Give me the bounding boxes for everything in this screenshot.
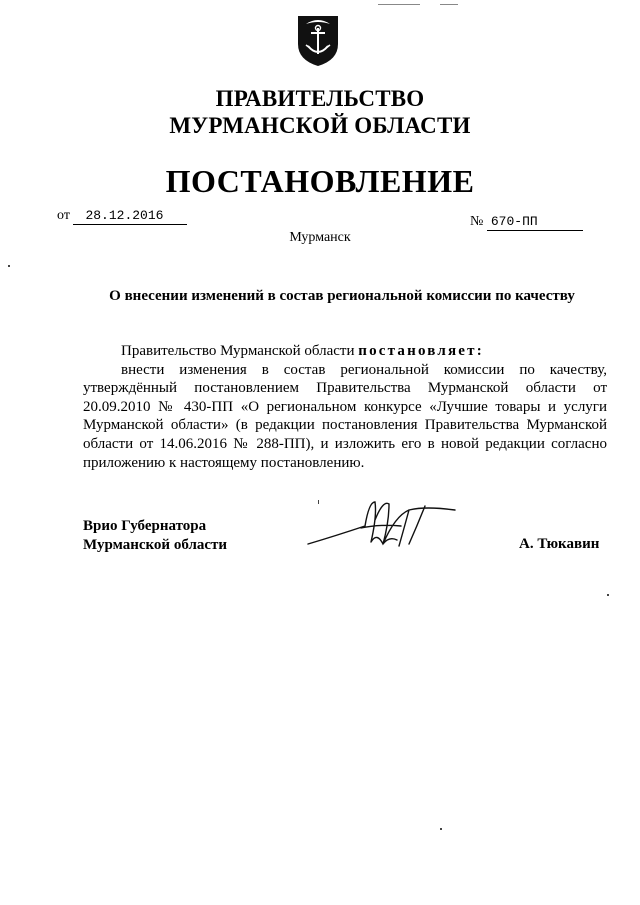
decree-word: постановляет: xyxy=(358,343,484,359)
signer-position-line1: Врио Губернатора xyxy=(83,518,207,534)
decree-intro xyxy=(83,342,607,361)
scan-speck xyxy=(318,500,319,504)
document-type-title: ПОСТАНОВЛЕНИЕ xyxy=(165,163,475,199)
decree-paragraph: внести изменения в состав региональной комиссии по качеству, утверждённый постановлением Правительства Мурманской области от 20.09.2010 № 430-ПП «О региональном конкурсе «Лучшие товары и услуги Мурманской области» (в редакции постановления Правительства Мурманской области от 14.06.2016 № 288-ПП), и изложить его в новой редакции согласно приложению к настоящему постановлению. xyxy=(83,361,607,471)
signer-position-line2: Мурманской области xyxy=(83,537,228,553)
signer-position xyxy=(83,517,227,555)
scan-speck xyxy=(440,4,458,5)
number-prefix: № xyxy=(470,214,484,229)
scan-speck xyxy=(8,265,10,267)
scan-speck xyxy=(378,4,420,5)
scan-speck xyxy=(607,594,609,596)
scan-speck xyxy=(440,828,442,830)
signer-name: А. Тюкавин xyxy=(519,536,600,552)
document-number: 670-ПП xyxy=(487,214,583,231)
decree-intro-text: Правительство Мурманской области xyxy=(121,343,359,359)
government-name-line2: МУРМАНСКОЙ ОБЛАСТИ xyxy=(169,113,471,138)
date-row xyxy=(57,208,187,225)
date-prefix: от xyxy=(57,208,70,223)
document-subject: О внесении изменений в состав региональной комиссии по качеству xyxy=(109,288,575,304)
number-row xyxy=(470,214,583,231)
government-name-line1: ПРАВИТЕЛЬСТВО xyxy=(215,86,425,111)
coat-of-arms-emblem-icon xyxy=(296,14,340,68)
city-name: Мурманск xyxy=(289,230,351,245)
date-value: 28.12.2016 xyxy=(73,208,187,225)
decree-body xyxy=(83,342,607,472)
handwritten-signature-icon xyxy=(305,496,465,558)
